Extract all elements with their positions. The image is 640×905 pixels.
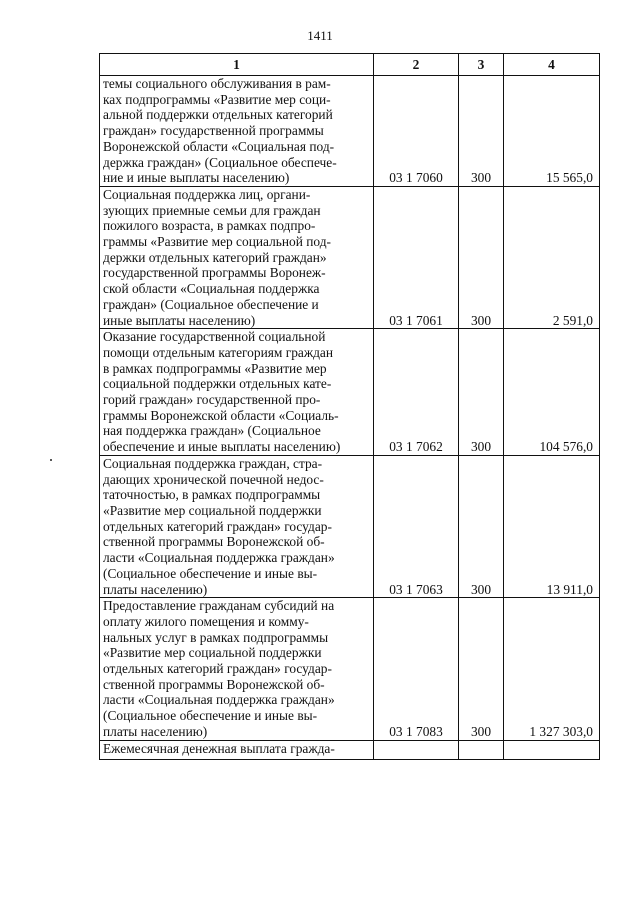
description-line: платы населению) (103, 581, 208, 597)
row-description (100, 186, 374, 328)
description-line: иные выплаты населению) (103, 312, 256, 328)
description-line: пожилого возраста, в рамках подпро- (103, 218, 316, 234)
column-header: 2 (374, 54, 459, 76)
row-code: 03 1 7061 (374, 186, 459, 328)
description-line: (Социальное обеспечение и иные вы- (103, 708, 318, 724)
table-row (100, 598, 600, 740)
table-row (100, 329, 600, 456)
table-row (100, 455, 600, 597)
description-line: ласти «Социальная поддержка граждан» (103, 692, 335, 708)
description-line: ственной программы Воронежской об- (103, 676, 325, 692)
description-line: Социальная поддержка граждан, стра- (103, 455, 323, 471)
description-line: ние и иные выплаты населению) (103, 170, 290, 186)
page-number: 1411 (307, 28, 333, 43)
row-description (100, 455, 374, 597)
description-line: ках подпрограммы «Развитие мер соци- (103, 91, 331, 107)
description-line: держки отдельных категорий граждан» (103, 249, 327, 265)
description-line: обеспечение и иные выплаты населению) (103, 439, 341, 455)
description-line: Социальная поддержка лиц, органи- (103, 186, 311, 202)
description-line: альной поддержки отдельных категорий (103, 107, 333, 123)
row-code: 03 1 7060 (374, 76, 459, 187)
description-line: граммы «Развитие мер социальной под- (103, 234, 332, 250)
description-line: держка граждан» (Социальное обеспече- (103, 154, 337, 170)
table-row (100, 186, 600, 328)
description-line: помощи отдельным категориям граждан (103, 344, 334, 360)
description-line: граммы Воронежской области «Социаль- (103, 407, 339, 423)
column-header: 4 (504, 54, 600, 76)
row-amount (504, 740, 600, 759)
description-line: Ежемесячная денежная выплата гражда- (103, 740, 335, 756)
description-line: «Развитие мер социальной поддержки (103, 502, 322, 518)
description-line: «Развитие мер социальной поддержки (103, 645, 322, 661)
description-line: социальной поддержки отдельных кате- (103, 376, 332, 392)
description-line: платы населению) (103, 723, 208, 739)
description-line: горий граждан» государственной про- (103, 392, 321, 408)
row-code: 03 1 7062 (374, 329, 459, 456)
row-amount: 2 591,0 (504, 186, 600, 328)
row-type: 300 (459, 186, 504, 328)
description-line: Предоставление гражданам субсидий на (103, 598, 335, 614)
description-line: государственной программы Воронеж- (103, 265, 326, 281)
description-line: граждан» (Социальное обеспечение и (103, 296, 319, 312)
row-description (100, 329, 374, 456)
table-header-row (100, 54, 600, 76)
description-line: темы социального обслуживания в рам- (103, 76, 331, 91)
description-line: отдельных категорий граждан» государ- (103, 518, 332, 534)
row-code (374, 740, 459, 759)
description-line: дающих хронической почечной недос- (103, 471, 324, 487)
description-line: граждан» государственной программы (103, 123, 324, 139)
budget-table (99, 53, 600, 760)
table-row (100, 76, 600, 187)
description-line: Воронежской области «Социальная под- (103, 138, 335, 154)
description-line: Оказание государственной социальной (103, 329, 326, 345)
row-type: 300 (459, 76, 504, 187)
scan-speck (50, 459, 52, 461)
row-description (100, 598, 374, 740)
description-line: ственной программы Воронежской об- (103, 534, 325, 550)
description-line: оплату жилого помещения и комму- (103, 613, 309, 629)
row-description (100, 740, 374, 759)
row-type: 300 (459, 329, 504, 456)
row-type (459, 740, 504, 759)
row-amount: 13 911,0 (504, 455, 600, 597)
description-line: ской области «Социальная поддержка (103, 281, 320, 297)
description-line: (Социальное обеспечение и иные вы- (103, 565, 318, 581)
column-header: 3 (459, 54, 504, 76)
description-line: ласти «Социальная поддержка граждан» (103, 550, 335, 566)
table-row (100, 740, 600, 759)
row-amount: 15 565,0 (504, 76, 600, 187)
description-line: нальных услуг в рамках подпрограммы (103, 629, 329, 645)
row-code: 03 1 7063 (374, 455, 459, 597)
description-line: отдельных категорий граждан» государ- (103, 661, 332, 677)
row-type: 300 (459, 455, 504, 597)
column-header: 1 (100, 54, 374, 76)
row-amount: 104 576,0 (504, 329, 600, 456)
description-line: таточностью, в рамках подпрограммы (103, 487, 321, 503)
description-line: в рамках подпрограммы «Развитие мер (103, 360, 327, 376)
description-line: ная поддержка граждан» (Социальное (103, 423, 321, 439)
row-description (100, 76, 374, 187)
row-code: 03 1 7083 (374, 598, 459, 740)
description-line: зующих приемные семьи для граждан (103, 202, 321, 218)
row-amount: 1 327 303,0 (504, 598, 600, 740)
row-type: 300 (459, 598, 504, 740)
table-body (100, 76, 600, 760)
